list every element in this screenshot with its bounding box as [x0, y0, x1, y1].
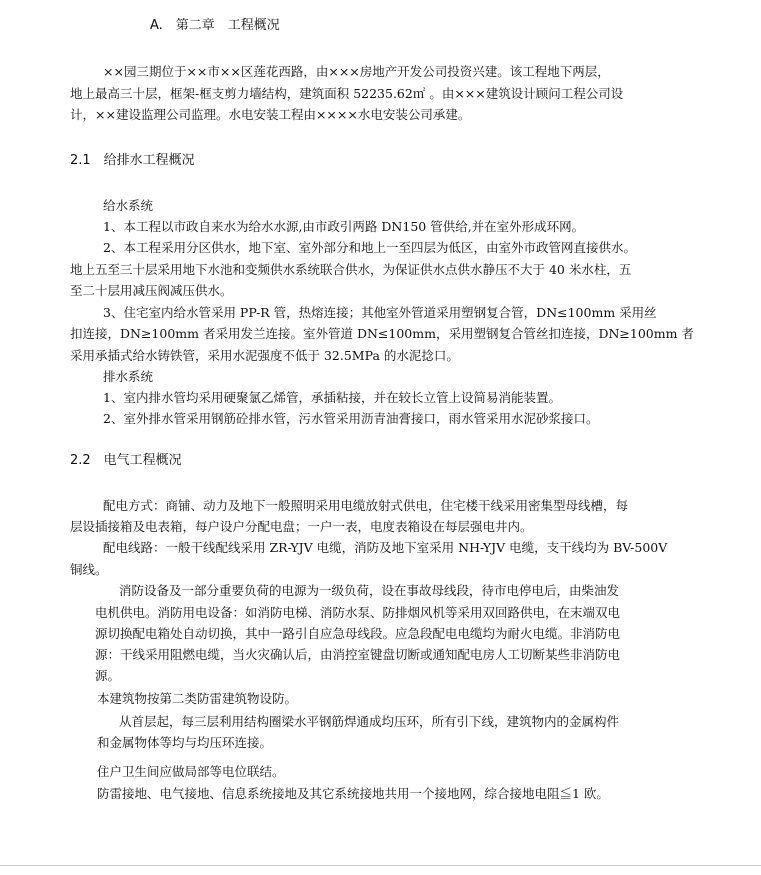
paragraph-line: 2、本工程采用分区供水，地下室、室外部分和地上一至四层为低区，由室外市政管网直接供水。: [103, 240, 636, 255]
intro-line: 计，××建设监理公司监理。水电安装工程由××××水电安装公司承建。: [70, 107, 471, 122]
paragraph-line: 采用承插式给水铸铁管，采用水泥强度不低于 32.5MPa 的水泥捻口。: [70, 348, 459, 363]
paragraph-line: 本建筑物按第二类防雷建筑物设防。: [97, 691, 298, 706]
paragraph-line: 地上五至三十层采用地下水池和变频供水系统联合供水，为保证供水点供水静压不大于 40 米水柱，五: [70, 262, 632, 277]
paragraph-line: 和金属物体等均与均压环连接。: [97, 735, 273, 750]
paragraph-line: 2、室外排水管采用钢筋砼排水管，污水管采用沥青油膏接口，雨水管采用水泥砂浆接口。: [103, 411, 599, 426]
paragraph-line: 1、本工程以市政自来水为给水水源,由市政引两路 DN150 管供给,并在室外形成环网。: [103, 219, 585, 234]
paragraph-line: 源：干线采用阻燃电缆，当火灾确认后，由消控室键盘切断或通知配电房人工切断某些非消防电: [95, 647, 621, 662]
paragraph-line: 至二十层用减压阀减压供水。: [70, 283, 233, 298]
paragraph-line: 扣连接，DN≥100mm 者采用发兰连接。室外管道 DN≤100mm，采用塑钢复合管丝扣连接，DN≥100mm 者: [70, 326, 694, 341]
paragraph-line: 铜线。: [70, 562, 108, 577]
subsection-label-water-supply: 给水系统: [103, 198, 154, 213]
intro-line: 地上最高三十层，框架-框支剪力墙结构，建筑面积 52235.62㎡ 。由×××建筑设计顾问工程公司设: [70, 86, 624, 101]
paragraph-line: 1、室内排水管均采用硬聚氯乙烯管，承插粘接，并在较长立管上设简易消能装置。: [103, 390, 561, 405]
paragraph-line: 电机供电。消防用电设备：如消防电梯、消防水泵、防排烟风机等采用双回路供电，在末端双电: [95, 605, 621, 620]
intro-line: ××园三期位于××市××区莲花西路，由×××房地产开发公司投资兴建。该工程地下两层，: [103, 64, 610, 79]
paragraph-line: 源。: [95, 668, 121, 683]
section-heading-2-1: 2.1 给排水工程概况: [70, 153, 195, 168]
page-bottom-rule: [0, 865, 761, 866]
paragraph-line: 配电线路：一般干线配线采用 ZR-YJV 电缆，消防及地下室采用 NH-YJV 电缆，支干线均为 BV-500V: [103, 540, 668, 555]
section-heading-2-2: 2.2 电气工程概况: [70, 453, 182, 468]
subsection-label-drainage: 排水系统: [103, 369, 154, 384]
paragraph-line: 配电方式：商铺、动力及地下一般照明采用电缆放射式供电，住宅楼干线采用密集型母线槽，每: [103, 498, 629, 513]
paragraph-line: 住户卫生间应做局部等电位联结。: [97, 764, 285, 779]
paragraph-line: 防雷接地、电气接地、信息系统接地及其它系统接地共用一个接地网，综合接地电阻≦1 欧。: [97, 786, 609, 801]
paragraph-line: 3、住宅室内给水管采用 PP-R 管，热熔连接；其他室外管道采用塑钢复合管，DN≤100mm 采用丝: [103, 305, 657, 320]
paragraph-line: 源切换配电箱处自动切换，其中一路引自应急母线段。应急段配电电缆均为耐火电缆。非消防电: [95, 626, 621, 641]
paragraph-line: 消防设备及一部分重要负荷的电源为一级负荷，设在事故母线段，待市电停电后，由柴油发: [119, 583, 620, 598]
paragraph-line: 从首层起，每三层利用结构圈梁水平钢筋焊通成均压环，所有引下线，建筑物内的金属构件: [119, 714, 620, 729]
chapter-heading: A. 第二章 工程概况: [150, 18, 280, 33]
paragraph-line: 层设插接箱及电表箱，每户设户分配电盘；一户一表，电度表箱设在每层强电井内。: [70, 519, 533, 534]
